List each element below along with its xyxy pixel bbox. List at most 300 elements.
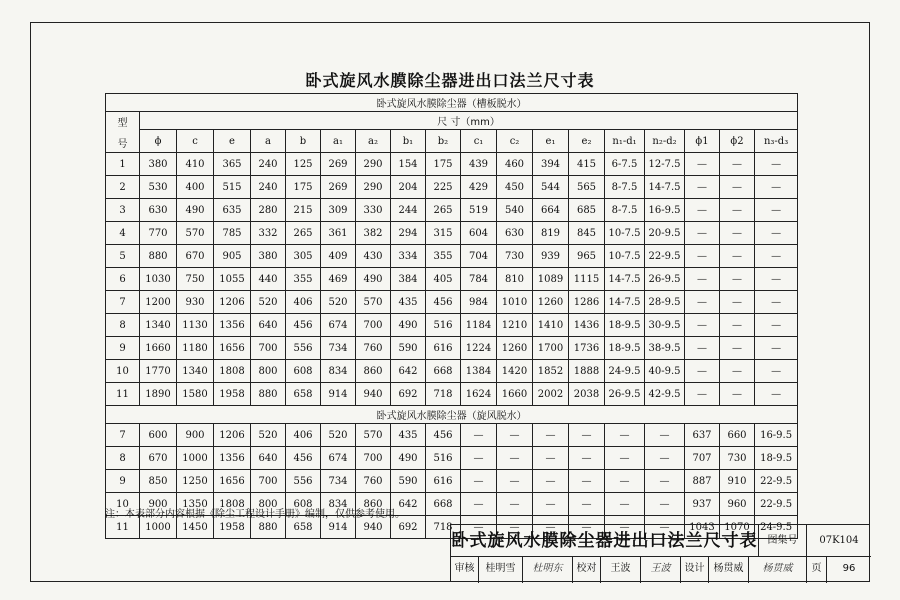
- table-cell: 18-9.5: [755, 447, 798, 470]
- table-row: [106, 314, 798, 337]
- table-cell: 930: [177, 291, 214, 314]
- table-cell: 294: [391, 222, 426, 245]
- table-cell: 4: [106, 222, 140, 245]
- table-cell: 674: [321, 314, 356, 337]
- table-cell: 704: [461, 245, 497, 268]
- table-cell: —: [497, 516, 533, 539]
- table-cell: 1130: [177, 314, 214, 337]
- table-cell: 355: [426, 245, 461, 268]
- column-header: c: [177, 130, 214, 153]
- table-cell: —: [461, 424, 497, 447]
- table-cell: 700: [251, 337, 286, 360]
- table-cell: 800: [251, 360, 286, 383]
- table-cell: 642: [391, 360, 426, 383]
- table-cell: 410: [177, 153, 214, 176]
- table-row: [106, 447, 798, 470]
- column-header: n₁-d₁: [605, 130, 645, 153]
- table-cell: 660: [720, 424, 755, 447]
- table-cell: 600: [140, 424, 177, 447]
- table-cell: 707: [685, 447, 720, 470]
- table-cell: 590: [391, 337, 426, 360]
- column-header: ϕ1: [685, 130, 720, 153]
- table-cell: —: [755, 268, 798, 291]
- table-cell: —: [685, 222, 720, 245]
- table-cell: 22-9.5: [755, 493, 798, 516]
- table-cell: 630: [140, 199, 177, 222]
- table-cell: 984: [461, 291, 497, 314]
- table-cell: 760: [356, 470, 391, 493]
- table-cell: 456: [286, 447, 321, 470]
- table-cell: 1888: [569, 360, 605, 383]
- signature-row: [451, 557, 871, 583]
- table-cell: 490: [391, 447, 426, 470]
- table-cell: 460: [497, 153, 533, 176]
- table-cell: 1260: [533, 291, 569, 314]
- table-cell: —: [645, 470, 685, 493]
- section-header-row: [106, 406, 798, 424]
- checker-name: 王波: [601, 557, 641, 583]
- table-cell: 570: [177, 222, 214, 245]
- table-cell: 900: [177, 424, 214, 447]
- table-cell: 1030: [140, 268, 177, 291]
- table-cell: 290: [356, 176, 391, 199]
- table-cell: 384: [391, 268, 426, 291]
- table-cell: —: [497, 493, 533, 516]
- table-cell: 960: [720, 493, 755, 516]
- table-cell: 692: [391, 516, 426, 539]
- table-cell: 26-9.5: [645, 268, 685, 291]
- table-cell: —: [569, 493, 605, 516]
- table-cell: —: [755, 222, 798, 245]
- table-cell: 334: [391, 245, 426, 268]
- table-row: [106, 153, 798, 176]
- review-label: 审核: [451, 557, 479, 583]
- table-cell: 1000: [177, 447, 214, 470]
- table-cell: 11: [106, 383, 140, 406]
- table-cell: 565: [569, 176, 605, 199]
- table-cell: 1206: [214, 291, 251, 314]
- table-cell: 670: [140, 447, 177, 470]
- model-header-top: 型: [117, 118, 128, 129]
- table-cell: 1206: [214, 424, 251, 447]
- table-row: [106, 199, 798, 222]
- table-cell: 24-9.5: [755, 516, 798, 539]
- table-row: [106, 424, 798, 447]
- table-cell: —: [461, 493, 497, 516]
- table-cell: 430: [356, 245, 391, 268]
- table-cell: 515: [214, 176, 251, 199]
- table-cell: 635: [214, 199, 251, 222]
- table-cell: 520: [251, 291, 286, 314]
- table-cell: 10: [106, 493, 140, 516]
- page-label: 页: [807, 557, 827, 583]
- table-cell: 940: [356, 516, 391, 539]
- table-cell: 530: [140, 176, 177, 199]
- table-cell: 456: [426, 424, 461, 447]
- section2-title: 卧式旋风水膜除尘器（旋风脱水）: [106, 406, 798, 424]
- table-cell: —: [720, 222, 755, 245]
- table-cell: 730: [720, 447, 755, 470]
- table-cell: 1115: [569, 268, 605, 291]
- table-cell: 658: [286, 383, 321, 406]
- table-cell: 640: [251, 447, 286, 470]
- table-cell: 265: [286, 222, 321, 245]
- table-cell: 439: [461, 153, 497, 176]
- table-cell: 30-9.5: [645, 314, 685, 337]
- table-cell: 1660: [497, 383, 533, 406]
- table-cell: 1180: [177, 337, 214, 360]
- table-cell: —: [755, 176, 798, 199]
- table-cell: 330: [356, 199, 391, 222]
- title-block-title: 卧式旋风水膜除尘器进出口法兰尺寸表: [451, 525, 759, 557]
- table-cell: 24-9.5: [605, 360, 645, 383]
- table-cell: —: [685, 360, 720, 383]
- table-cell: 1340: [177, 360, 214, 383]
- table-cell: 2: [106, 176, 140, 199]
- column-header: b: [286, 130, 321, 153]
- table-cell: 519: [461, 199, 497, 222]
- table-cell: 516: [426, 447, 461, 470]
- table-cell: 269: [321, 176, 356, 199]
- table-cell: 380: [140, 153, 177, 176]
- table-cell: 14-7.5: [605, 291, 645, 314]
- table-cell: 2002: [533, 383, 569, 406]
- table-cell: 1: [106, 153, 140, 176]
- table-cell: —: [685, 153, 720, 176]
- table-cell: 240: [251, 176, 286, 199]
- table-cell: 406: [286, 291, 321, 314]
- table-cell: 16-9.5: [645, 199, 685, 222]
- table-cell: 608: [286, 493, 321, 516]
- table-cell: 658: [286, 516, 321, 539]
- table-cell: —: [605, 470, 645, 493]
- table-cell: 1089: [533, 268, 569, 291]
- table-cell: 204: [391, 176, 426, 199]
- reviewer-name: 桂明雪: [479, 557, 523, 583]
- table-cell: 309: [321, 199, 356, 222]
- table-cell: 1356: [214, 314, 251, 337]
- table-cell: 880: [140, 245, 177, 268]
- table-cell: 380: [251, 245, 286, 268]
- table-cell: 1350: [177, 493, 214, 516]
- table-cell: 900: [140, 493, 177, 516]
- table-cell: —: [605, 516, 645, 539]
- table-cell: —: [533, 447, 569, 470]
- table-cell: 516: [426, 314, 461, 337]
- table-cell: 10-7.5: [605, 245, 645, 268]
- table-cell: 7: [106, 424, 140, 447]
- table-cell: 265: [426, 199, 461, 222]
- design-label: 设计: [681, 557, 709, 583]
- title-block: [450, 524, 870, 582]
- table-cell: 1286: [569, 291, 605, 314]
- section1-title: 卧式旋风水膜除尘器（槽板脱水）: [106, 94, 798, 112]
- table-cell: 40-9.5: [645, 360, 685, 383]
- table-cell: —: [497, 424, 533, 447]
- table-cell: 1420: [497, 360, 533, 383]
- table-cell: —: [497, 447, 533, 470]
- table-cell: 8-7.5: [605, 176, 645, 199]
- table-cell: 1580: [177, 383, 214, 406]
- table-cell: 429: [461, 176, 497, 199]
- table-cell: 240: [251, 153, 286, 176]
- table-cell: 435: [391, 424, 426, 447]
- table-cell: 860: [356, 493, 391, 516]
- table-cell: 280: [251, 199, 286, 222]
- table-cell: —: [720, 176, 755, 199]
- table-cell: 1384: [461, 360, 497, 383]
- table-cell: 42-9.5: [645, 383, 685, 406]
- table-cell: 939: [533, 245, 569, 268]
- table-cell: 400: [177, 176, 214, 199]
- table-cell: 26-9.5: [605, 383, 645, 406]
- column-header: b₂: [426, 130, 461, 153]
- table-cell: 38-9.5: [645, 337, 685, 360]
- table-cell: 770: [140, 222, 177, 245]
- table-cell: 845: [569, 222, 605, 245]
- table-cell: 456: [426, 291, 461, 314]
- table-cell: 1224: [461, 337, 497, 360]
- table-cell: 668: [426, 360, 461, 383]
- table-cell: 175: [426, 153, 461, 176]
- table-cell: 225: [426, 176, 461, 199]
- table-row: [106, 470, 798, 493]
- table-cell: 640: [251, 314, 286, 337]
- table-cell: —: [605, 424, 645, 447]
- table-cell: 810: [497, 268, 533, 291]
- table-cell: 394: [533, 153, 569, 176]
- checker-signature: 王波: [641, 557, 681, 583]
- column-header: a₂: [356, 130, 391, 153]
- table-cell: —: [461, 470, 497, 493]
- table-cell: 940: [356, 383, 391, 406]
- table-cell: —: [533, 470, 569, 493]
- table-cell: 556: [286, 470, 321, 493]
- atlas-number-label: 图集号: [759, 525, 807, 557]
- table-cell: 8-7.5: [605, 199, 645, 222]
- table-row: [106, 268, 798, 291]
- table-cell: 570: [356, 291, 391, 314]
- column-header: n₃-d₃: [755, 130, 798, 153]
- table-cell: 784: [461, 268, 497, 291]
- table-cell: 305: [286, 245, 321, 268]
- column-header: ϕ2: [720, 130, 755, 153]
- table-cell: 175: [286, 176, 321, 199]
- table-cell: 1000: [140, 516, 177, 539]
- table-cell: 1184: [461, 314, 497, 337]
- page-title: 卧式旋风水膜除尘器进出口法兰尺寸表: [305, 71, 595, 90]
- table-cell: 440: [251, 268, 286, 291]
- table-cell: 1958: [214, 516, 251, 539]
- table-cell: 819: [533, 222, 569, 245]
- table-cell: 490: [177, 199, 214, 222]
- units-header-row: [106, 112, 798, 130]
- table-cell: 910: [720, 470, 755, 493]
- table-cell: 469: [321, 268, 356, 291]
- table-cell: 28-9.5: [645, 291, 685, 314]
- table-cell: 382: [356, 222, 391, 245]
- table-cell: 800: [251, 493, 286, 516]
- table-cell: —: [755, 314, 798, 337]
- table-cell: 18-9.5: [605, 337, 645, 360]
- table-cell: —: [755, 360, 798, 383]
- table-cell: 355: [286, 268, 321, 291]
- column-header: n₂-d₂: [645, 130, 685, 153]
- table-cell: 685: [569, 199, 605, 222]
- table-cell: 700: [251, 470, 286, 493]
- table-cell: 365: [214, 153, 251, 176]
- column-header: e₂: [569, 130, 605, 153]
- table-cell: 590: [391, 470, 426, 493]
- table-cell: —: [645, 493, 685, 516]
- table-row: [106, 222, 798, 245]
- dimensions-header: 尺 寸（mm）: [140, 112, 798, 130]
- table-cell: 1736: [569, 337, 605, 360]
- table-cell: 914: [321, 516, 356, 539]
- table-cell: 14-7.5: [605, 268, 645, 291]
- table-cell: 1055: [214, 268, 251, 291]
- table-cell: 570: [356, 424, 391, 447]
- table-cell: 1656: [214, 470, 251, 493]
- table-cell: 880: [251, 383, 286, 406]
- table-cell: 887: [685, 470, 720, 493]
- column-header: a₁: [321, 130, 356, 153]
- table-cell: 9: [106, 470, 140, 493]
- table-cell: —: [605, 493, 645, 516]
- table-cell: —: [720, 291, 755, 314]
- table-cell: 1200: [140, 291, 177, 314]
- table-cell: 450: [497, 176, 533, 199]
- table-cell: —: [497, 470, 533, 493]
- table-cell: 1852: [533, 360, 569, 383]
- table-cell: 5: [106, 245, 140, 268]
- page-number: 96: [842, 563, 856, 574]
- table-cell: —: [720, 268, 755, 291]
- table-cell: 965: [569, 245, 605, 268]
- table-cell: 215: [286, 199, 321, 222]
- table-cell: 718: [426, 516, 461, 539]
- table-cell: —: [461, 516, 497, 539]
- table-cell: 834: [321, 493, 356, 516]
- table-cell: 315: [426, 222, 461, 245]
- table-cell: 880: [251, 516, 286, 539]
- table-row: [106, 337, 798, 360]
- column-header: e₁: [533, 130, 569, 153]
- table-cell: —: [720, 153, 755, 176]
- table-cell: 670: [177, 245, 214, 268]
- table-row: [106, 291, 798, 314]
- table-cell: 544: [533, 176, 569, 199]
- table-cell: —: [569, 516, 605, 539]
- table-cell: —: [720, 383, 755, 406]
- table-cell: —: [645, 447, 685, 470]
- table-cell: 718: [426, 383, 461, 406]
- table-cell: 1340: [140, 314, 177, 337]
- table-cell: 556: [286, 337, 321, 360]
- table-cell: 361: [321, 222, 356, 245]
- table-cell: 10-7.5: [605, 222, 645, 245]
- table-cell: 914: [321, 383, 356, 406]
- column-header-row: [106, 130, 798, 153]
- table-cell: 435: [391, 291, 426, 314]
- table-cell: 1660: [140, 337, 177, 360]
- table-cell: —: [685, 268, 720, 291]
- table-cell: 616: [426, 337, 461, 360]
- table-cell: 608: [286, 360, 321, 383]
- table-cell: —: [720, 360, 755, 383]
- column-header: e: [214, 130, 251, 153]
- table-cell: 700: [356, 314, 391, 337]
- table-cell: 734: [321, 470, 356, 493]
- table-cell: —: [645, 424, 685, 447]
- table-cell: —: [755, 153, 798, 176]
- table-cell: —: [720, 199, 755, 222]
- table-cell: 750: [177, 268, 214, 291]
- table-cell: 785: [214, 222, 251, 245]
- table-row: [106, 360, 798, 383]
- table-cell: —: [533, 516, 569, 539]
- table-cell: 6-7.5: [605, 153, 645, 176]
- table-cell: 850: [140, 470, 177, 493]
- table-cell: —: [685, 176, 720, 199]
- table-cell: 9: [106, 337, 140, 360]
- table-cell: 520: [251, 424, 286, 447]
- table-cell: 1010: [497, 291, 533, 314]
- model-header-bottom: 号: [117, 139, 128, 150]
- column-header: b₁: [391, 130, 426, 153]
- table-cell: 668: [426, 493, 461, 516]
- table-cell: —: [461, 447, 497, 470]
- table-cell: 1808: [214, 360, 251, 383]
- table-cell: 1210: [497, 314, 533, 337]
- table-cell: —: [685, 291, 720, 314]
- table-cell: 154: [391, 153, 426, 176]
- table-cell: 1958: [214, 383, 251, 406]
- table-cell: —: [685, 383, 720, 406]
- table-cell: 860: [356, 360, 391, 383]
- designer-signature: 杨贯威: [749, 557, 807, 583]
- table-cell: 616: [426, 470, 461, 493]
- table-cell: 730: [497, 245, 533, 268]
- table-cell: —: [685, 245, 720, 268]
- table-cell: —: [755, 245, 798, 268]
- flange-dimension-table: [105, 93, 798, 539]
- designer-name: 杨贯威: [709, 557, 749, 583]
- table-cell: —: [685, 199, 720, 222]
- table-cell: 1890: [140, 383, 177, 406]
- table-cell: 692: [391, 383, 426, 406]
- section-header-row: [106, 94, 798, 112]
- table-cell: —: [755, 199, 798, 222]
- table-cell: —: [569, 424, 605, 447]
- table-cell: 332: [251, 222, 286, 245]
- table-cell: —: [755, 383, 798, 406]
- table-cell: 415: [569, 153, 605, 176]
- model-number-header: [106, 112, 140, 153]
- table-cell: —: [720, 337, 755, 360]
- table-cell: 8: [106, 447, 140, 470]
- table-cell: 22-9.5: [755, 470, 798, 493]
- table-cell: 1260: [497, 337, 533, 360]
- table-cell: —: [755, 337, 798, 360]
- table-cell: 1624: [461, 383, 497, 406]
- table-cell: 1808: [214, 493, 251, 516]
- check-label: 校对: [573, 557, 601, 583]
- table-cell: —: [645, 516, 685, 539]
- table-cell: 1770: [140, 360, 177, 383]
- table-cell: 18-9.5: [605, 314, 645, 337]
- table-cell: 630: [497, 222, 533, 245]
